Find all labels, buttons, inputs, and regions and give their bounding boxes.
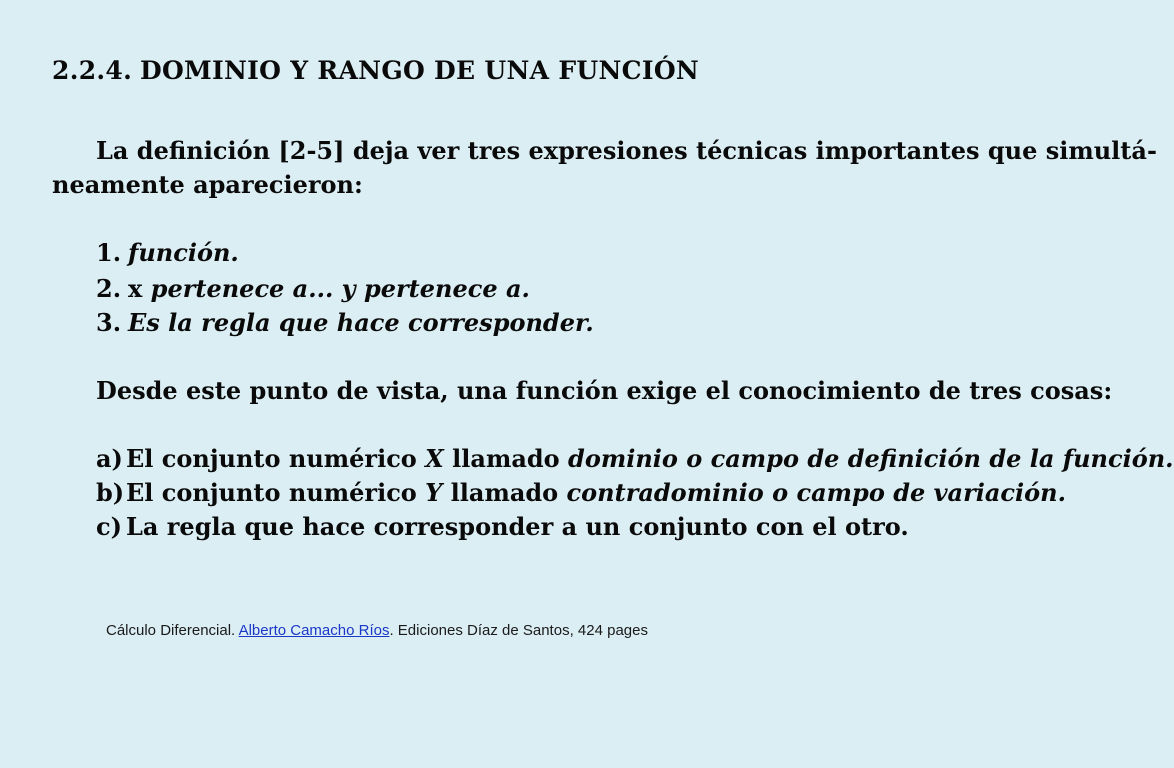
numbered-item [96, 274, 530, 303]
numbered-item [96, 308, 594, 337]
lettered-item [96, 478, 1066, 507]
section-heading [52, 56, 699, 85]
item-variable: Y [425, 478, 443, 507]
paragraph-2: Desde este punto de vista, una función exige el conocimiento de tres cosas: [96, 376, 1113, 405]
caption-suffix: . Ediciones Díaz de Santos, 424 pages [389, 622, 648, 639]
item-italic-text: función. [128, 238, 239, 267]
item-italic-text: dominio o campo de definición de la función. [568, 444, 1174, 473]
section-number: 2.2.4. [52, 56, 133, 85]
item-marker: c) [96, 512, 122, 541]
caption-prefix: Cálculo Diferencial. [106, 622, 239, 639]
item-marker: 3. [96, 308, 122, 337]
item-variable: X [425, 444, 444, 473]
item-marker: 2. [96, 274, 122, 303]
section-title: DOMINIO Y RANGO DE UNA FUNCIÓN [140, 56, 700, 85]
numbered-item [96, 238, 239, 267]
author-link[interactable]: Alberto Camacho Ríos [238, 622, 390, 639]
item-text-mid: llamado [443, 444, 569, 473]
item-marker: b) [96, 478, 125, 507]
lettered-item [96, 444, 1174, 473]
item-marker: 1. [96, 238, 122, 267]
intro-line-2: neamente aparecieron: [52, 170, 363, 199]
item-italic-text: Es la regla que hace corresponder. [128, 308, 594, 337]
item-italic-text: pertenece a... y pertenece a. [150, 274, 530, 303]
item-text: La regla que hace corresponder a un conjunto con el otro. [126, 512, 909, 541]
item-marker: a) [96, 444, 123, 473]
source-caption [106, 622, 648, 639]
item-text: El conjunto numérico [126, 444, 426, 473]
lettered-item [96, 512, 909, 541]
item-italic-text: contradominio o campo de variación. [566, 478, 1066, 507]
intro-line-1: La definición [2-5] deja ver tres expresiones técnicas importantes que simultá- [96, 136, 1157, 165]
item-text: El conjunto numérico [126, 478, 426, 507]
item-text-mid: llamado [442, 478, 567, 507]
item-text: x [128, 274, 151, 303]
